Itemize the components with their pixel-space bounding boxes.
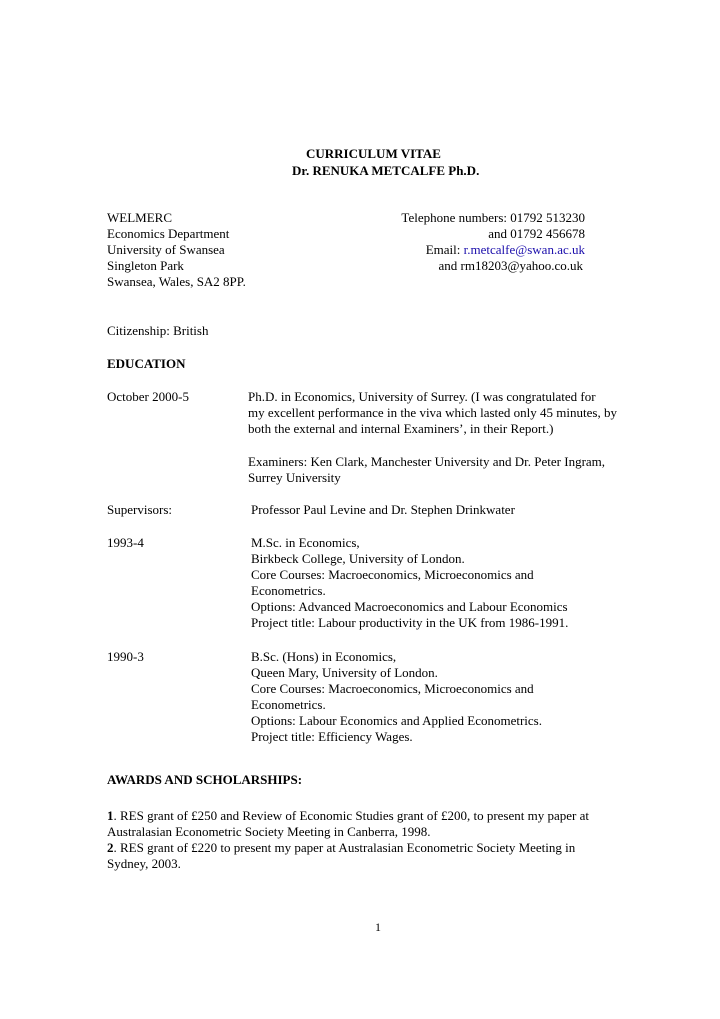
phd-description xyxy=(248,389,617,437)
phd-line: my excellent performance in the viva which lasted only 45 minutes, by xyxy=(248,405,617,420)
awards-list xyxy=(107,808,589,872)
supervisors-value: Professor Paul Levine and Dr. Stephen Drinkwater xyxy=(251,502,515,517)
msc-line: Birkbeck College, University of London. xyxy=(251,551,465,566)
bsc-line: B.Sc. (Hons) in Economics, xyxy=(251,649,397,664)
award-number: 1 xyxy=(107,808,114,823)
education-heading: EDUCATION xyxy=(107,356,186,371)
award-text: . RES grant of £220 to present my paper at Australasian Econometric Society Meeting in xyxy=(113,840,576,855)
address-line: Singleton Park xyxy=(107,258,184,273)
email-link[interactable]: r.metcalfe@swan.ac.uk xyxy=(463,242,585,257)
award-number: 2 xyxy=(107,840,114,855)
phone-line-2: and 01792 456678 xyxy=(488,226,585,241)
msc-date: 1993-4 xyxy=(107,535,144,550)
phd-line: Ph.D. in Economics, University of Surrey. (I was congratulated for xyxy=(248,389,596,404)
msc-line: Core Courses: Macroeconomics, Microeconomics and xyxy=(251,567,534,582)
award-item-2 xyxy=(107,840,589,856)
bsc-line: Econometrics. xyxy=(251,697,326,712)
examiners-line: Examiners: Ken Clark, Manchester University and Dr. Peter Ingram, xyxy=(248,454,606,469)
cv-title: CURRICULUM VITAE xyxy=(306,146,441,161)
email-line-2: and rm18203@yahoo.co.uk xyxy=(438,258,583,273)
phd-date: October 2000-5 xyxy=(107,389,189,404)
phone-line: Telephone numbers: 01792 513230 xyxy=(401,210,585,225)
contact-block xyxy=(401,210,585,274)
msc-description xyxy=(251,535,568,631)
address-line: Swansea, Wales, SA2 8PP. xyxy=(107,274,246,289)
examiners-line: Surrey University xyxy=(248,470,341,485)
address-line: WELMERC xyxy=(107,210,172,225)
msc-line: Options: Advanced Macroeconomics and Labour Economics xyxy=(251,599,568,614)
supervisors-label: Supervisors: xyxy=(107,502,172,517)
award-text: . RES grant of £250 and Review of Economic Studies grant of £200, to present my paper at xyxy=(113,808,589,823)
page-number: 1 xyxy=(375,920,381,934)
bsc-line: Queen Mary, University of London. xyxy=(251,665,438,680)
award-text-continued: Sydney, 2003. xyxy=(107,856,181,871)
bsc-line: Project title: Efficiency Wages. xyxy=(251,729,413,744)
email-label: Email: xyxy=(425,242,464,257)
award-item-1 xyxy=(107,808,589,824)
msc-line: Project title: Labour productivity in the UK from 1986-1991. xyxy=(251,615,569,630)
examiners xyxy=(248,454,605,486)
bsc-line: Options: Labour Economics and Applied Econometrics. xyxy=(251,713,542,728)
address-line: Economics Department xyxy=(107,226,230,241)
cv-name: Dr. RENUKA METCALFE Ph.D. xyxy=(292,163,480,178)
phd-line: both the external and internal Examiners’, in their Report.) xyxy=(248,421,554,436)
address-line: University of Swansea xyxy=(107,242,225,257)
bsc-description xyxy=(251,649,542,745)
msc-line: Econometrics. xyxy=(251,583,326,598)
awards-heading: AWARDS AND SCHOLARSHIPS: xyxy=(107,772,303,787)
email-line xyxy=(401,242,585,258)
award-text-continued: Australasian Econometric Society Meeting in Canberra, 1998. xyxy=(107,824,431,839)
citizenship: Citizenship: British xyxy=(107,323,209,338)
bsc-line: Core Courses: Macroeconomics, Microeconomics and xyxy=(251,681,534,696)
msc-line: M.Sc. in Economics, xyxy=(251,535,360,550)
bsc-date: 1990-3 xyxy=(107,649,144,664)
address-block xyxy=(107,210,246,290)
